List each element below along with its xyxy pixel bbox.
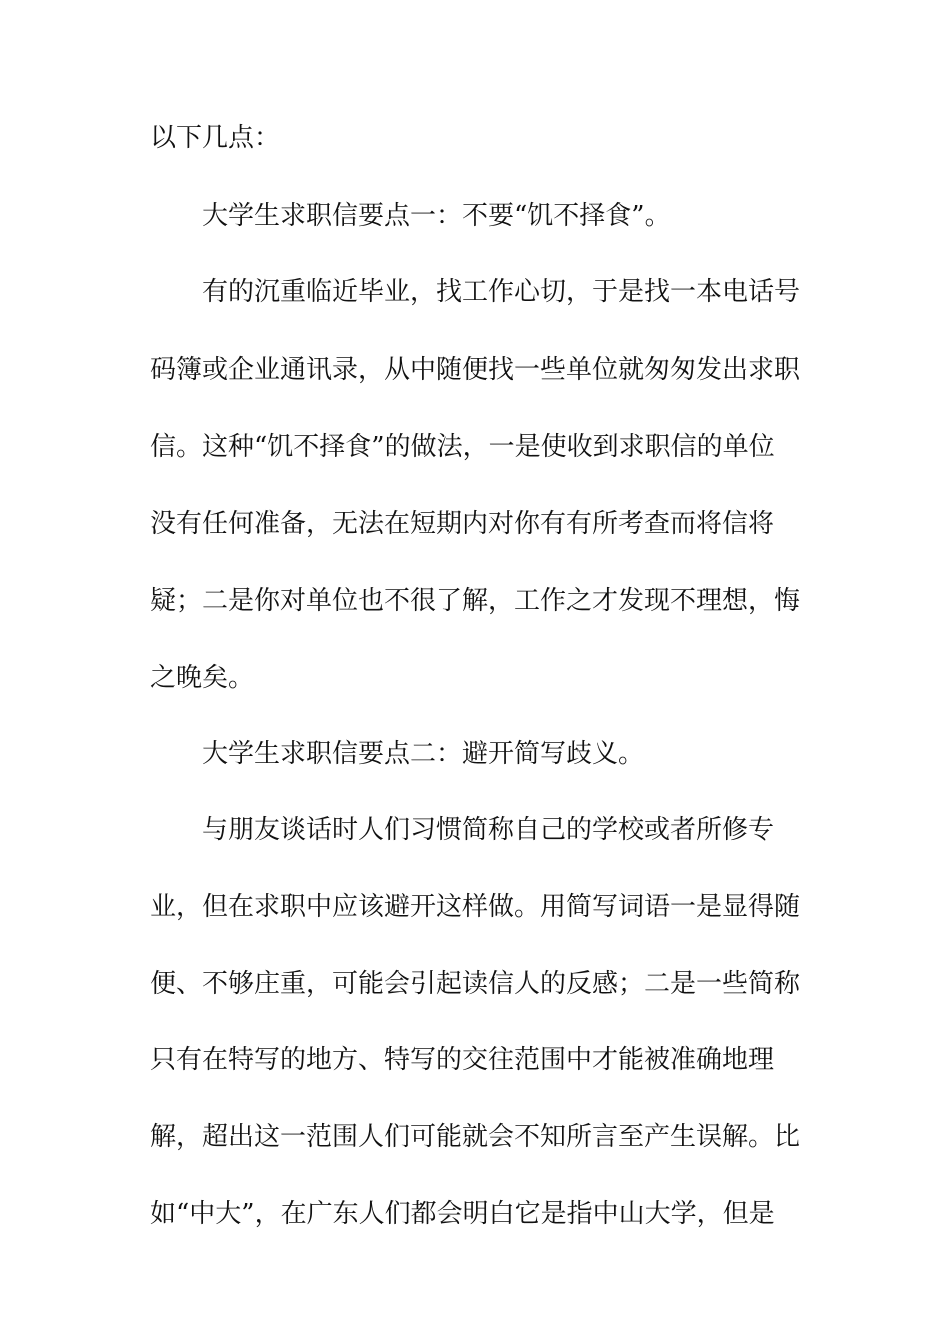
text-line: 业，但在求职中应该避开这样做。用简写词语一是显得随 — [150, 892, 801, 922]
text-line: 没有任何准备，无法在短期内对你有有所考查而将信将 — [150, 509, 775, 539]
text-line: 以下几点： — [150, 123, 281, 153]
text-line: 与朋友谈话时人们习惯简称自己的学校或者所修专 — [202, 815, 775, 845]
text-line: 如“中大”，在广东人们都会明白它是指中山大学，但是 — [150, 1199, 775, 1229]
text-line: 只有在特写的地方、特写的交往范围中才能被准确地理 — [150, 1045, 775, 1075]
text-line: 之晚矣。 — [150, 663, 255, 693]
text-line: 便、不够庄重，可能会引起读信人的反感；二是一些简称 — [150, 969, 801, 999]
text-line: 解，超出这一范围人们可能就会不知所言至产生误解。比 — [150, 1122, 801, 1152]
section-heading: 大学生求职信要点一：不要“饥不择食”。 — [202, 201, 671, 231]
section-heading: 大学生求职信要点二：避开简写歧义。 — [202, 739, 645, 769]
text-line: 信。这种“饥不择食”的做法，一是使收到求职信的单位 — [150, 432, 775, 462]
text-line: 有的沉重临近毕业，找工作心切，于是找一本电话号 — [202, 277, 801, 307]
text-line: 码簿或企业通讯录，从中随便找一些单位就匆匆发出求职 — [150, 355, 801, 385]
text-line: 疑；二是你对单位也不很了解，工作之才发现不理想，悔 — [150, 586, 801, 616]
